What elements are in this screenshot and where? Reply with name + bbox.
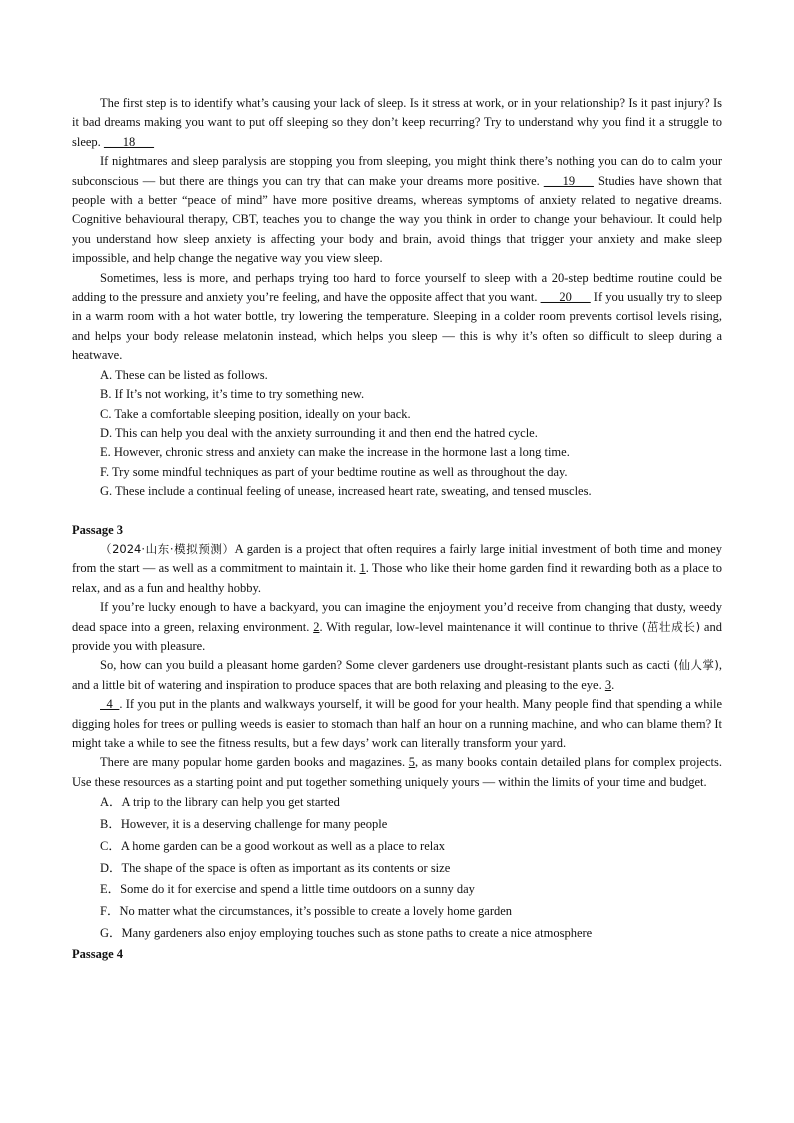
- option-g: G. These include a continual feeling of unease, increased heart rate, sweating, and tensed muscles.: [100, 484, 592, 499]
- blank-19[interactable]: ___19___: [543, 173, 594, 188]
- option-f: F. Try some mindful techniques as part of your bedtime routine as well as throughout the day.: [100, 464, 568, 479]
- paragraph-text: .: [611, 677, 615, 692]
- blank-4[interactable]: 4: [100, 697, 120, 712]
- passage3-paragraph-5: [72, 753, 722, 792]
- paragraph-text: If you usually try to sleep in a warm room with a hot water bottle, try lowering the temperature. Sleeping in a colder room prevents cortisol levels rising, and helps your body release melatonin instead, which helps you sleep — this is why it’s often so difficult to sleep during a heatwave.: [72, 290, 722, 363]
- option-c: C．A home garden can be a good workout as well as a place to relax: [100, 838, 446, 853]
- option-f: F．No matter what the circumstances, it’s possible to create a lovely home garden: [100, 904, 513, 919]
- option-b: B．However, it is a deserving challenge for many people: [100, 817, 388, 832]
- source-label: （2024·山东·模拟预测）: [100, 541, 235, 556]
- passage3-paragraph-2: [72, 598, 722, 656]
- option-a: A．A trip to the library can help you get started: [100, 795, 340, 810]
- paragraph-text: and provide you with pleasure.: [72, 619, 722, 653]
- passage2-options: [72, 366, 722, 502]
- chinese-gloss: (茁壮成长): [641, 619, 701, 634]
- option-d: D. This can help you deal with the anxiety surrounding it and then end the hatred cycle.: [100, 425, 538, 440]
- paragraph-text: , as many books contain detailed plans for complex projects. Use these resources as a starting point and put together something uniquely yours — within the limits of your time and budget.: [72, 755, 722, 789]
- paragraph-text: So, how can you build a pleasant home garden? Some clever gardeners use drought-resistant plants such as cacti: [100, 658, 674, 673]
- paragraph-text: Studies have shown that people with a better “peace of mind” have more positive dreams, whereas symptoms of anxiety related to negative dreams. Cognitive behavioural therapy, CBT, teaches you to change the way you think in order to change your behaviour. It could help you understand how sleep anxiety is affecting your body and brain, avoid things that trigger your anxiety and make sleep impossible, and help change the negative way you view sleep.: [72, 173, 722, 266]
- blank-5[interactable]: 5: [408, 755, 415, 770]
- paragraph-text: A garden is a project that often requires a fairly large initial investment of both time and money from the start — as well as a commitment to maintain it.: [72, 541, 722, 576]
- paragraph-text: , and a little bit of watering and inspiration to produce spaces that are both relaxing and pleasing to the eye.: [72, 658, 722, 692]
- passage4-heading: Passage 4: [72, 946, 124, 961]
- chinese-gloss: (仙人掌): [673, 658, 719, 673]
- blank-20[interactable]: ___20___: [540, 290, 591, 305]
- blank-2[interactable]: 2: [313, 619, 320, 634]
- paragraph-text: . Those who like their home garden find it rewarding both as a place to relax, and as a fun and healthy hobby.: [72, 561, 722, 595]
- passage3-paragraph-4: [72, 695, 722, 753]
- passage2-paragraph-2: [72, 152, 722, 268]
- option-c: C. Take a comfortable sleeping position, ideally on your back.: [100, 406, 411, 421]
- passage3-heading: Passage 3: [72, 522, 124, 537]
- paragraph-text: The first step is to identify what’s causing your lack of sleep. Is it stress at work, or in your relationship? Is it past injury? Is it bad dreams making you want to put off sleeping so they don’t keep recurring? Try to understand why you find it a struggle to sleep.: [72, 96, 722, 149]
- paragraph-text: If nightmares and sleep paralysis are stopping you from sleeping, you might think there’s nothing you can do to calm your subconscious — but there are things you can try that can make your dreams more positive.: [72, 154, 722, 188]
- passage3-paragraph-1: [72, 540, 722, 598]
- option-e: E. However, chronic stress and anxiety can make the increase in the hormone last a long time.: [100, 445, 570, 460]
- passage3-paragraph-3: [72, 656, 722, 695]
- passage3-options: [72, 792, 722, 945]
- option-b: B. If It’s not working, it’s time to try something new.: [100, 387, 365, 402]
- option-a: A. These can be listed as follows.: [100, 367, 268, 382]
- passage2-paragraph-1: [72, 94, 722, 152]
- option-d: D．The shape of the space is often as important as its contents or size: [100, 860, 451, 875]
- passage2-paragraph-3: [72, 269, 722, 366]
- blank-18[interactable]: ___18___: [103, 134, 154, 149]
- paragraph-text: . With regular, low-level maintenance it will continue to thrive: [319, 619, 642, 634]
- paragraph-text: . If you put in the plants and walkways yourself, it will be good for your health. Many people find that spending a while digging holes for trees or pulling weeds is easier to stomach than half an hour on a running machine, and who can blame them? It might take a while to see the fitness results, but a few days’ work can literally transform your yard.: [72, 697, 723, 750]
- paragraph-text: If you’re lucky enough to have a backyard, you can imagine the enjoyment you’d receive from changing that dusty, weedy dead space into a green, relaxing environment.: [72, 600, 722, 634]
- blank-1[interactable]: 1: [359, 561, 366, 576]
- blank-3[interactable]: 3: [604, 677, 612, 692]
- document-page: [72, 94, 722, 964]
- option-e: E．Some do it for exercise and spend a little time outdoors on a sunny day: [100, 882, 475, 897]
- paragraph-text: Sometimes, less is more, and perhaps trying too hard to force yourself to sleep with a 20-step bedtime routine could be adding to the pressure and anxiety you’re feeling, and have the opposite affect that you want.: [72, 270, 722, 305]
- paragraph-text: There are many popular home garden books and magazines.: [100, 755, 409, 770]
- option-g: G．Many gardeners also enjoy employing touches such as stone paths to create a nice atmosphere: [100, 926, 593, 940]
